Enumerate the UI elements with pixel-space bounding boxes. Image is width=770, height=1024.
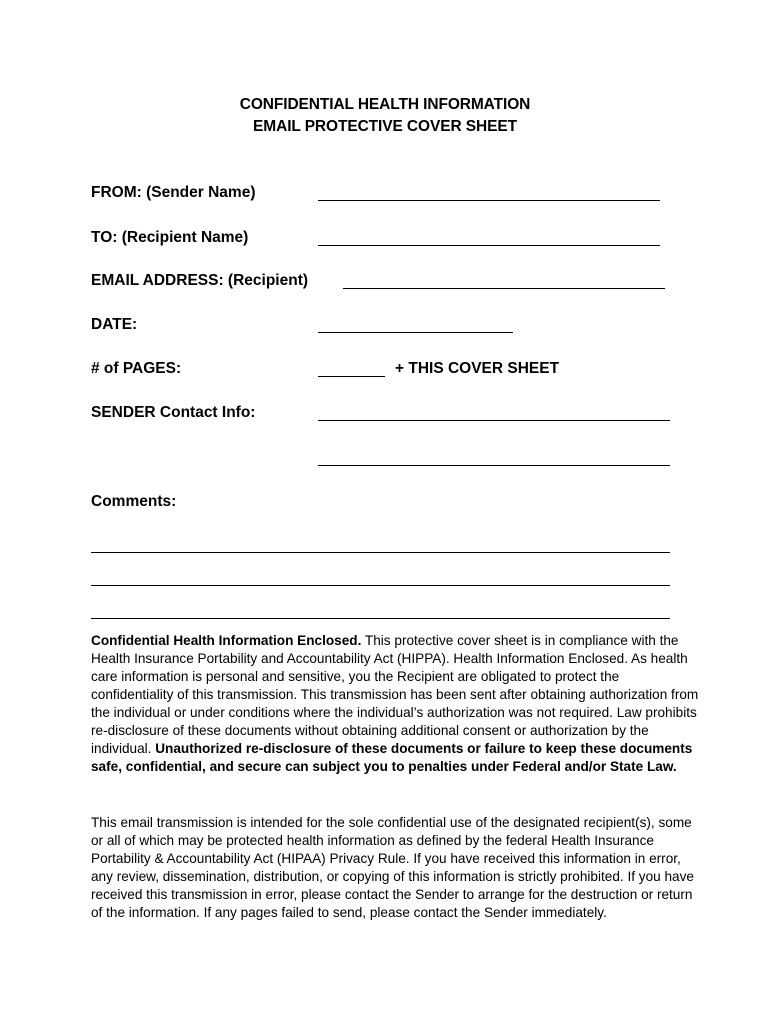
comments-label: Comments:	[91, 493, 177, 510]
document-title-line1: CONFIDENTIAL HEALTH INFORMATION	[239, 96, 531, 113]
pages-blank-line[interactable]	[318, 376, 385, 377]
pages-cover-note: + THIS COVER SHEET	[395, 360, 560, 377]
to-blank-line[interactable]	[318, 245, 660, 246]
to-label: TO: (Recipient Name)	[91, 229, 249, 246]
from-blank-line[interactable]	[318, 200, 660, 201]
email-blank-line[interactable]	[343, 288, 665, 289]
confidentiality-notice	[91, 632, 703, 776]
document-title-line2: EMAIL PROTECTIVE COVER SHEET	[253, 118, 517, 135]
notice-warning: Unauthorized re-disclosure of these documents or failure to keep these documents safe, confidential, and secure can subject you to penalties under Federal and/or State Law.	[91, 741, 693, 774]
email-disclaimer: This email transmission is intended for the sole confidential use of the designated recipient(s), some or all of which may be protected health information as defined by the federal Health Insurance Portability & Accountability Act (HIPAA) Privacy Rule. If you have received this information in error, any review, dissemination, distribution, or copying of this information is strictly prohibited. If you have received this transmission in error, please contact the Sender to arrange for the destruction or return of the information. If any pages failed to send, please contact the Sender immediately.	[91, 815, 694, 920]
notice-body: This protective cover sheet is in compliance with the Health Insurance Portability and Accountability Act (HIPPA). Health Information Enclosed. As health care information is personal and sensitive, you the Recipient are obligated to protect the confidentiality of this transmission. This transmission has been sent after obtaining authorization from the individual or under conditions where the individual’s authorization was not required. Law prohibits re-disclosure of these documents without obtaining additional consent or authorization by the individual.	[91, 633, 699, 756]
comments-blank-line-2[interactable]	[91, 585, 670, 586]
sender-contact-blank-line-2[interactable]	[318, 465, 670, 466]
sender-contact-blank-line-1[interactable]	[318, 420, 670, 421]
date-label: DATE:	[91, 316, 138, 333]
notice-lead: Confidential Health Information Enclosed.	[91, 633, 362, 648]
sender-contact-label: SENDER Contact Info:	[91, 404, 256, 421]
date-blank-line[interactable]	[318, 332, 513, 333]
comments-blank-line-3[interactable]	[91, 618, 670, 619]
comments-blank-line-1[interactable]	[91, 552, 670, 553]
email-label: EMAIL ADDRESS: (Recipient)	[91, 272, 309, 289]
pages-label: # of PAGES:	[91, 360, 182, 377]
from-label: FROM: (Sender Name)	[91, 184, 256, 201]
